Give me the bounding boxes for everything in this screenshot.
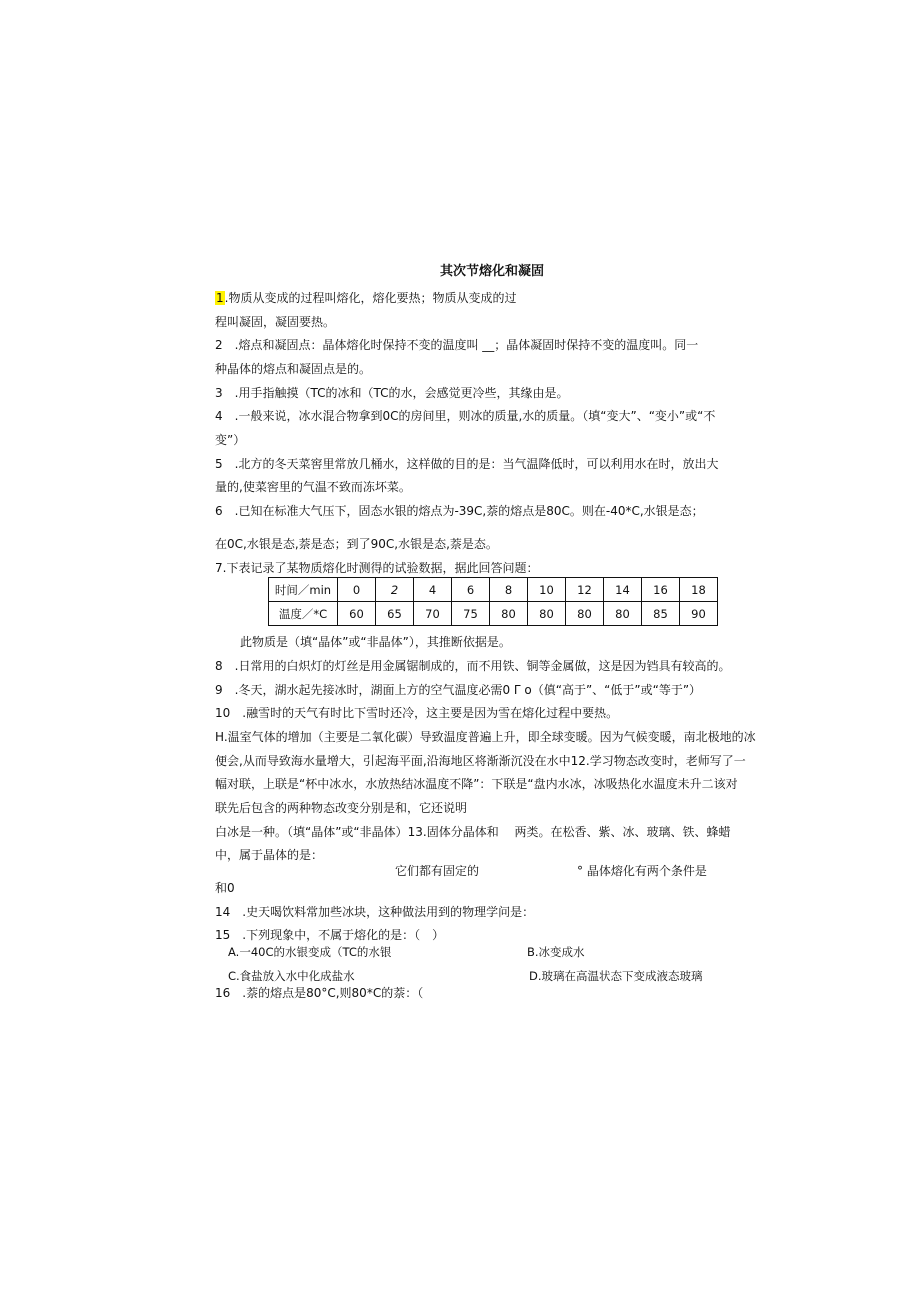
question-15-option-a: A.一40C的水银变成（TC的水银 [228, 945, 392, 959]
question-11-line-4: 联先后包含的两种物态改变分别是和，它还说明 [215, 801, 468, 815]
question-15-stem: 15 .下列现象中，不属于熔化的是：（ ） [215, 928, 445, 942]
question-5-line-1: 5 .北方的冬天菜窖里常放几桶水，这样做的目的是：当气温降低时，可以利用水在时，放出大 [215, 457, 719, 471]
table-cell: 6 [452, 578, 490, 602]
table-cell: 18 [680, 578, 718, 602]
table-cell: 80 [490, 602, 528, 626]
question-11-line-8: 和0 [215, 881, 235, 895]
question-11-line-6: 中，属于晶体的是： [215, 848, 324, 862]
table-cell: 85 [642, 602, 680, 626]
question-1-line-2: 程叫凝固，凝固要热。 [215, 315, 336, 329]
question-11-line-5: 白冰是一种。（填“晶体”或“非晶体）13.固体分晶体和 两类。在松香、紫、冰、玻璃、铁、蜂蜡 [215, 825, 731, 839]
question-1-line-1 [215, 290, 516, 306]
table-cell: 65 [376, 602, 414, 626]
question-7-intro: 7.下表记录了某物质熔化时测得的试验数据，据此回答问题： [215, 561, 539, 575]
question-15-option-d: D.玻璃在高温状态下变成液态玻璃 [529, 969, 703, 983]
question-11-line-1: H.温室气体的增加（主要是二氧化碳）导致温度普遍上升，即全球变暖。因为气候变暖，南北极地的冰 [215, 730, 756, 744]
question-1-text: .物质从变成的过程叫熔化，熔化要热；物质从变成的过 [224, 291, 517, 305]
table-cell: 10 [528, 578, 566, 602]
page-title: 其次节熔化和凝固 [440, 264, 545, 279]
table-cell: 4 [414, 578, 452, 602]
question-11-line-2: 便会,从而导致海水量增大，引起海平面,沿海地区将渐渐沉没在水中12.学习物态改变时，老师写了一 [215, 754, 746, 768]
table-cell: 80 [604, 602, 642, 626]
table-cell: 14 [604, 578, 642, 602]
question-7-after: 此物质是（填“晶体”或“非晶体”），其推断依据是。 [240, 635, 511, 649]
question-11-line-7b: ° 晶体熔化有两个条件是 [577, 864, 707, 878]
table-cell: 12 [566, 578, 604, 602]
question-10: 10 .融雪时的天气有时比下雪时还冷，这主要是因为雪在熔化过程中要热。 [215, 706, 619, 720]
table-cell: 80 [566, 602, 604, 626]
question-11-line-3: 幅对联，上联是“杯中冰水，水放热结冰温度不降”：下联是“盘内水冰，冰吸热化水温度未升二该对 [215, 777, 738, 791]
question-4-line-2: 变”） [215, 433, 246, 447]
question-14: 14 .史天喝饮料常加些冰块，这种做法用到的物理学问是： [215, 905, 535, 919]
question-9: 9 .冬天，湖水起先接冰时，湖面上方的空气温度必需0 Γ o（傎“高于”、“低于”或“等于”） [215, 683, 702, 697]
table-header-time: 时间／min [269, 578, 338, 602]
question-2-line-1: 2 .熔点和凝固点：晶体熔化时保持不变的温度叫 __；晶体凝固时保持不变的温度叫。同一 [215, 338, 699, 352]
question-11-line-7a: 它们都有固定的 [395, 864, 480, 878]
question-3: 3 .用手指触摸（TC的冰和（TC的水，会感觉更冷些，其缘由是。 [215, 386, 569, 400]
melting-data-table [268, 577, 718, 626]
table-cell: 90 [680, 602, 718, 626]
table-row-time [269, 578, 718, 602]
question-4-line-1: 4 .一般来说，冰水混合物拿到0C的房间里，则冰的质量,水的质量。（填“变大”、“变小”或“不 [215, 409, 716, 423]
question-2-line-2: 种晶体的熔点和凝固点是的。 [215, 362, 372, 376]
table-cell: 80 [528, 602, 566, 626]
question-8: 8 .日常用的白炽灯的灯丝是用金属锯制成的，而不用铁、铜等金属做，这是因为铛具有较高的。 [215, 659, 731, 673]
question-6-line-1: 6 .已知在标准大气压下，固态水银的熔点为-39C,萘的熔点是80C。则在-40*C,水银是态； [215, 504, 704, 518]
question-5-line-2: 量的,使菜窖里的气温不致而冻坏菜。 [215, 480, 411, 494]
table-header-temperature: 温度／*C [269, 602, 338, 626]
question-15-option-c: C.食盐放入水中化成盐水 [228, 969, 355, 983]
question-15-option-b: B.冰变成水 [527, 945, 585, 959]
question-number-highlight: 1 [216, 291, 224, 305]
question-16: 16 .萘的熔点是80°C,则80*C的萘：（ [215, 986, 424, 1000]
table-row-temperature [269, 602, 718, 626]
table-cell: 0 [338, 578, 376, 602]
table-cell: 2 [376, 578, 414, 602]
table-cell: 75 [452, 602, 490, 626]
table-cell: 8 [490, 578, 528, 602]
table-cell: 70 [414, 602, 452, 626]
table-cell: 16 [642, 578, 680, 602]
question-6-line-2: 在0C,水银是态,萘是态；到了90C,水银是态,萘是态。 [215, 537, 498, 551]
table-cell: 60 [338, 602, 376, 626]
